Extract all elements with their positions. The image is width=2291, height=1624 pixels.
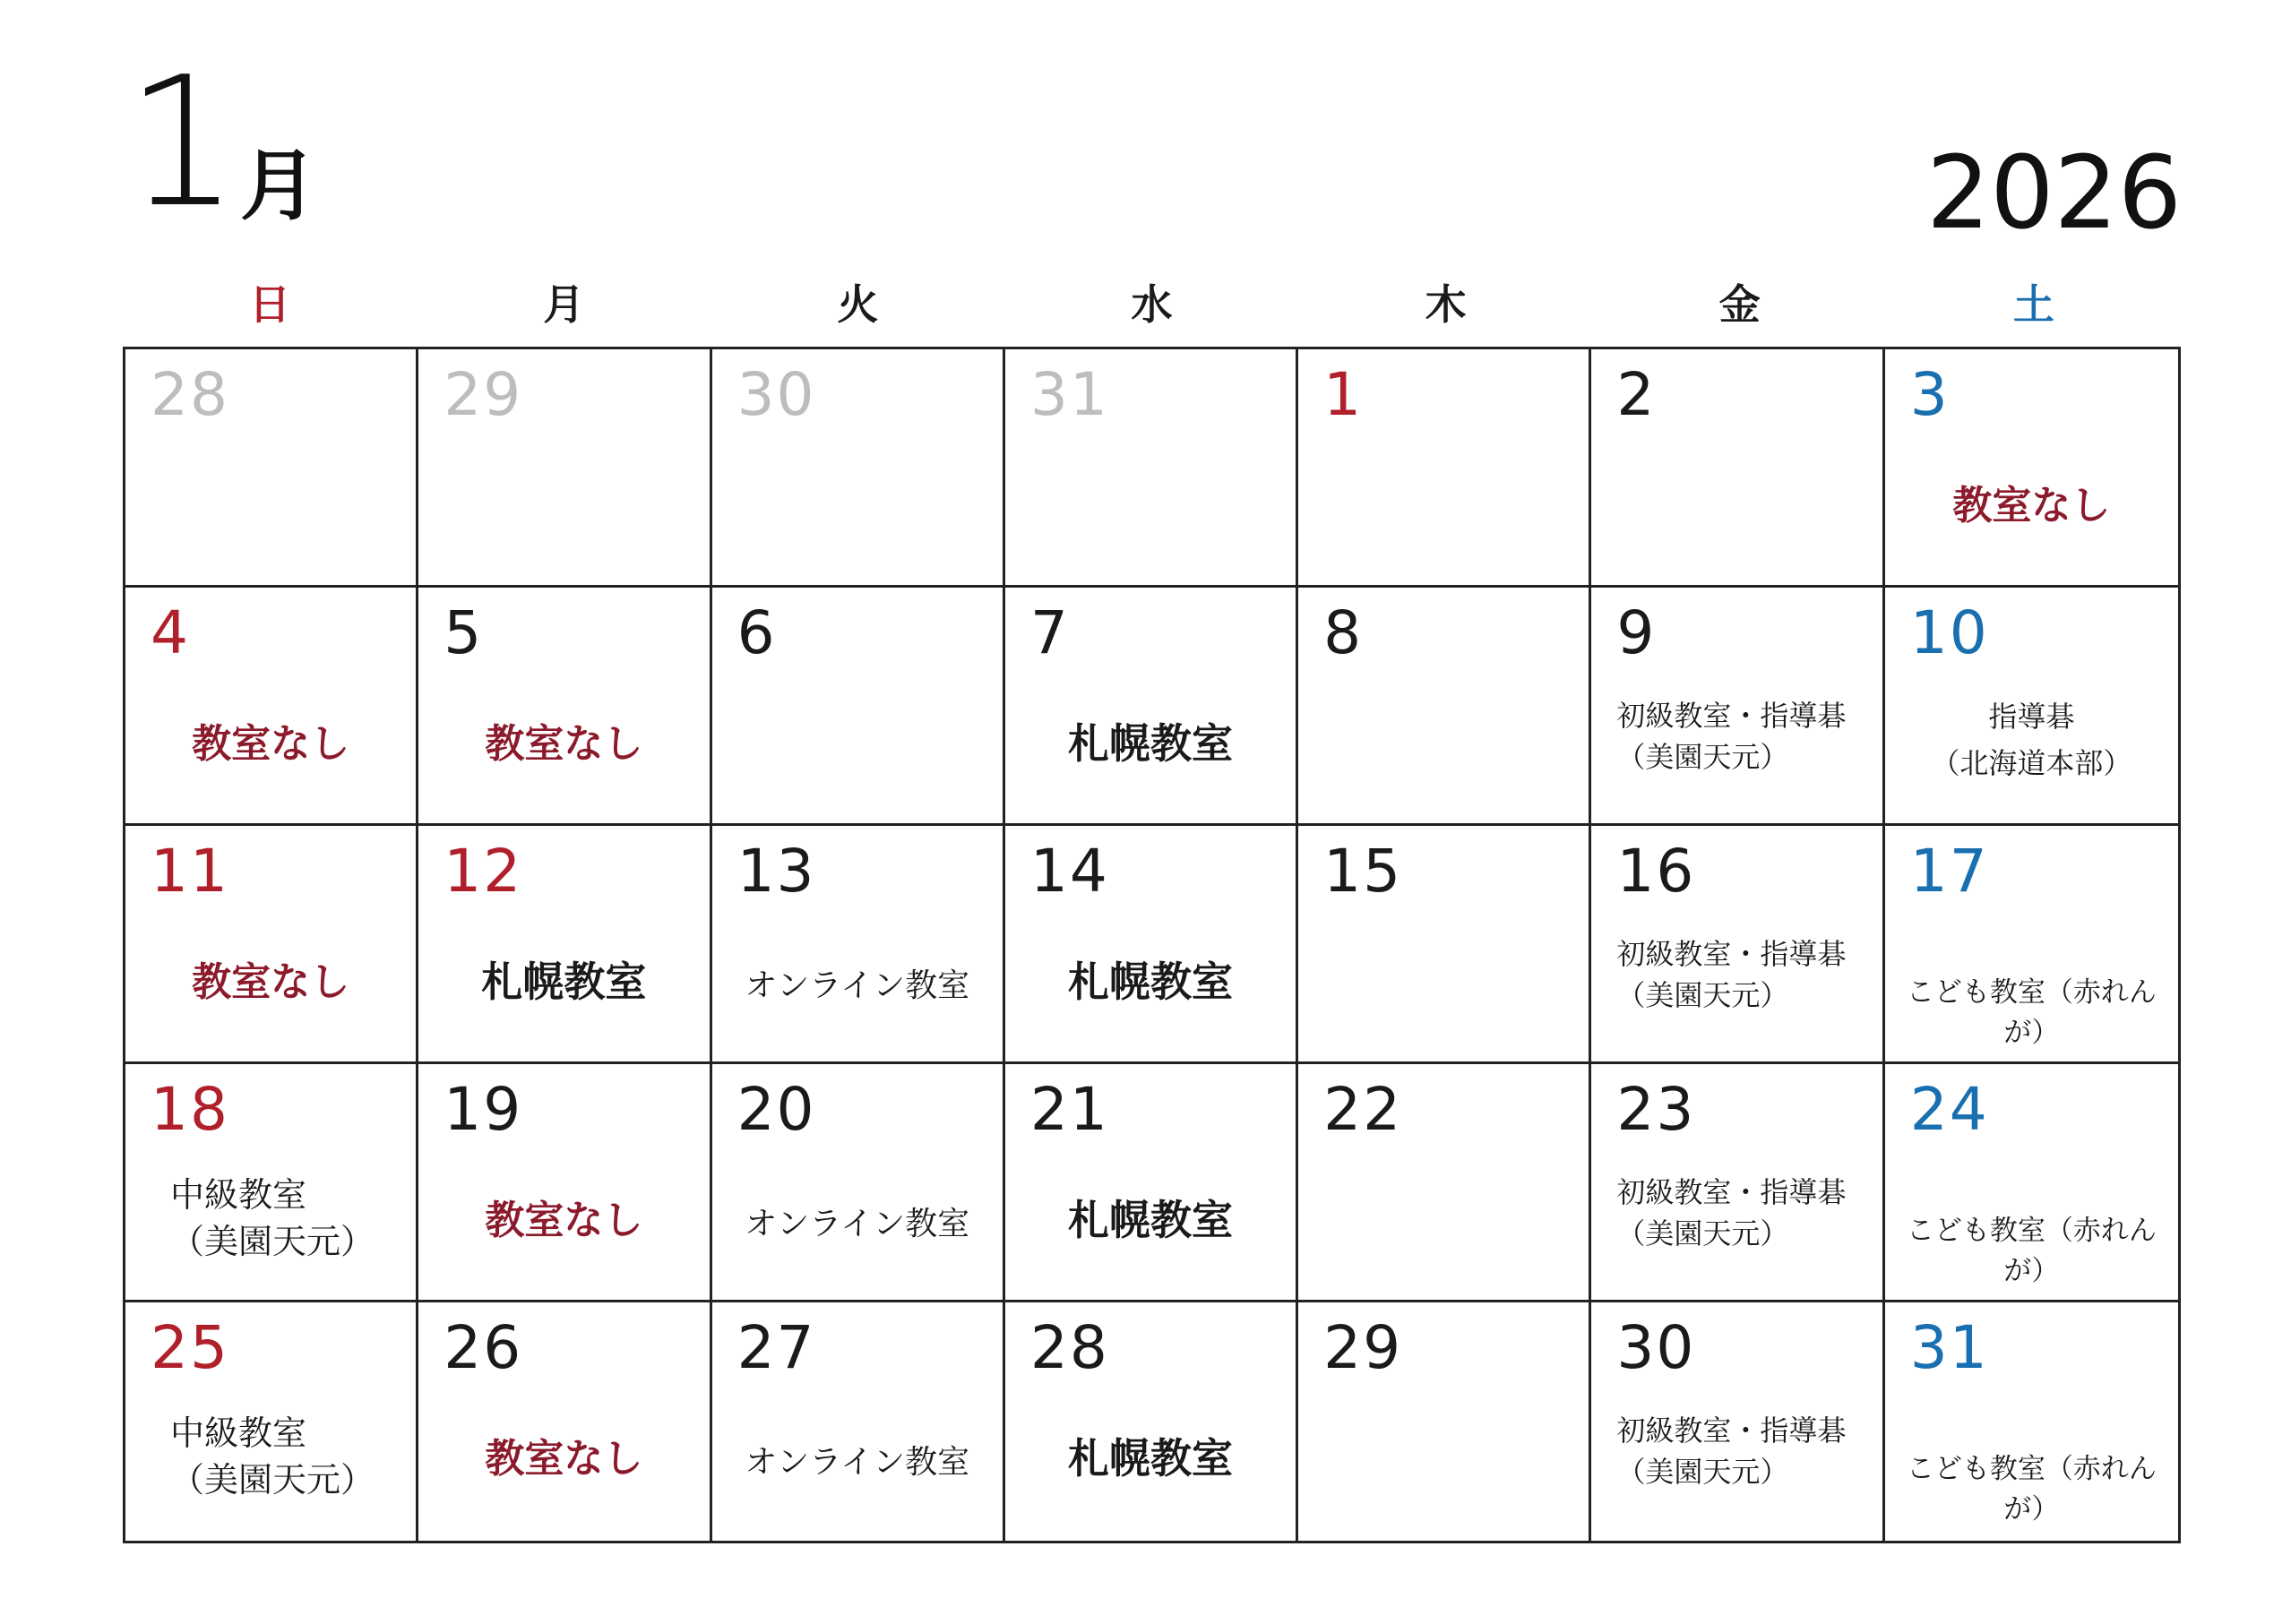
event-label: 指導碁 （北海道本部） <box>1931 700 2132 780</box>
day-cell[interactable] <box>1005 588 1298 826</box>
day-cell[interactable] <box>418 349 711 588</box>
day-cell[interactable] <box>418 1302 711 1541</box>
day-number: 30 <box>1616 1313 1696 1382</box>
day-number: 8 <box>1323 598 1364 667</box>
day-number: 28 <box>1029 1313 1109 1382</box>
day-cell[interactable] <box>1298 1064 1591 1302</box>
day-number: 15 <box>1323 837 1403 906</box>
day-cell[interactable] <box>1298 349 1591 588</box>
event-label: 初級教室・指導碁 （美園天元） <box>1616 1175 1847 1250</box>
day-cell[interactable] <box>1591 1064 1884 1302</box>
month-number: 1 <box>125 39 240 247</box>
event-label: 教室なし <box>485 1436 643 1482</box>
weekday-mon: 月 <box>543 280 585 329</box>
day-number: 24 <box>1909 1075 1989 1144</box>
event-label: こども教室（赤れんが） <box>1906 1215 2157 1287</box>
day-number: 4 <box>151 598 190 667</box>
day-cell[interactable] <box>1298 826 1591 1064</box>
day-number: 25 <box>151 1313 229 1382</box>
day-cell[interactable] <box>1005 1064 1298 1302</box>
day-number: 31 <box>1909 1313 1989 1382</box>
day-cell[interactable] <box>1005 349 1298 588</box>
event-label: オンライン教室 <box>745 1444 970 1481</box>
event-label: 教室なし <box>485 721 643 767</box>
day-number: 29 <box>444 360 523 429</box>
day-cell[interactable] <box>1591 588 1884 826</box>
day-number: 2 <box>1616 360 1657 429</box>
day-cell[interactable] <box>125 1302 418 1541</box>
day-number: 21 <box>1029 1075 1109 1144</box>
day-cell[interactable] <box>125 826 418 1064</box>
day-number: 11 <box>151 837 229 906</box>
weekday-sat: 土 <box>2012 280 2054 329</box>
day-number: 27 <box>736 1313 816 1382</box>
calendar-grid <box>123 347 2181 1543</box>
day-cell[interactable] <box>1885 1302 2178 1541</box>
day-cell[interactable] <box>712 1064 1005 1302</box>
day-number: 20 <box>736 1075 816 1144</box>
event-label: 教室なし <box>485 1198 643 1243</box>
day-cell[interactable] <box>712 1302 1005 1541</box>
day-cell[interactable] <box>1591 349 1884 588</box>
day-number: 10 <box>1909 598 1989 667</box>
day-number: 18 <box>151 1075 229 1144</box>
day-cell[interactable] <box>1298 588 1591 826</box>
event-label: 教室なし <box>192 959 350 1005</box>
day-cell[interactable] <box>125 349 418 588</box>
day-number: 12 <box>444 837 523 906</box>
day-cell[interactable] <box>1298 1302 1591 1541</box>
day-number: 3 <box>1909 360 1950 429</box>
day-number: 6 <box>736 598 777 667</box>
day-number: 5 <box>444 598 484 667</box>
event-label: 中級教室 （美園天元） <box>170 1413 375 1499</box>
event-label: 初級教室・指導碁 （美園天元） <box>1616 1413 1847 1489</box>
day-cell[interactable] <box>1591 1302 1884 1541</box>
day-number: 28 <box>151 360 229 429</box>
event-label: オンライン教室 <box>745 1206 970 1242</box>
weekday-header-row <box>123 273 2181 336</box>
event-label: 札幌教室 <box>481 958 647 1006</box>
month-label: 月 <box>240 142 317 231</box>
day-cell[interactable] <box>125 1064 418 1302</box>
day-cell[interactable] <box>1591 826 1884 1064</box>
weekday-fri: 金 <box>1718 280 1761 329</box>
day-cell[interactable] <box>1885 1064 2178 1302</box>
day-cell[interactable] <box>418 826 711 1064</box>
day-cell[interactable] <box>712 349 1005 588</box>
event-label: 札幌教室 <box>1067 719 1233 768</box>
day-cell[interactable] <box>418 1064 711 1302</box>
event-label: 札幌教室 <box>1067 1196 1233 1244</box>
day-cell[interactable] <box>1885 826 2178 1064</box>
day-number: 23 <box>1616 1075 1696 1144</box>
weekday-sun: 日 <box>249 280 291 329</box>
event-label: 教室なし <box>192 721 350 767</box>
day-cell[interactable] <box>418 588 711 826</box>
day-number: 30 <box>736 360 816 429</box>
event-label: オンライン教室 <box>745 967 970 1004</box>
day-cell[interactable] <box>1885 349 2178 588</box>
day-number: 16 <box>1616 837 1696 906</box>
event-label: 初級教室・指導碁 （美園天元） <box>1616 937 1847 1012</box>
day-number: 1 <box>1323 360 1364 429</box>
day-number: 26 <box>444 1313 523 1382</box>
day-cell[interactable] <box>712 826 1005 1064</box>
day-cell[interactable] <box>712 588 1005 826</box>
weekday-wed: 水 <box>1131 280 1173 329</box>
day-number: 17 <box>1909 837 1989 906</box>
event-label: こども教室（赤れんが） <box>1906 976 2157 1049</box>
event-label: 中級教室 （美園天元） <box>170 1175 375 1261</box>
event-label: 札幌教室 <box>1067 958 1233 1006</box>
day-cell[interactable] <box>1885 588 2178 826</box>
day-cell[interactable] <box>125 588 418 826</box>
weekday-thu: 木 <box>1425 280 1467 329</box>
day-number: 7 <box>1029 598 1070 667</box>
day-number: 31 <box>1029 360 1109 429</box>
event-label: 初級教室・指導碁 （美園天元） <box>1616 699 1847 774</box>
day-number: 29 <box>1323 1313 1403 1382</box>
event-label: こども教室（赤れんが） <box>1906 1453 2157 1525</box>
year-label: 2026 <box>1925 135 2182 252</box>
day-number: 19 <box>444 1075 523 1144</box>
day-number: 22 <box>1323 1075 1403 1144</box>
event-label: 教室なし <box>1952 483 2111 528</box>
day-number: 14 <box>1029 837 1109 906</box>
weekday-tue: 火 <box>837 280 879 329</box>
day-cell[interactable] <box>1005 1302 1298 1541</box>
day-cell[interactable] <box>1005 826 1298 1064</box>
day-number: 13 <box>736 837 816 906</box>
day-number: 9 <box>1616 598 1657 667</box>
event-label: 札幌教室 <box>1067 1434 1233 1482</box>
